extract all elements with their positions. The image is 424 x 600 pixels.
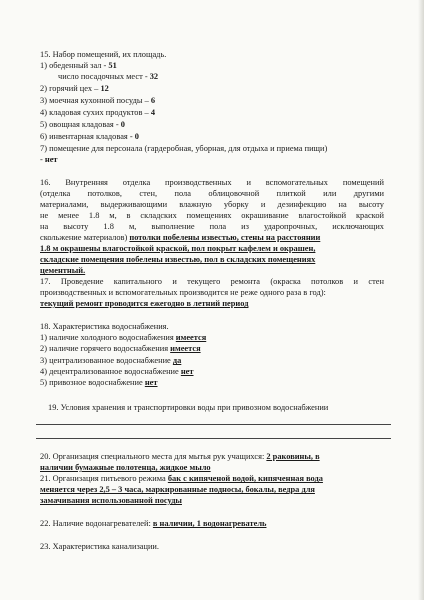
list-item: 2) наличие горячего водоснабжения имеется: [40, 344, 201, 353]
section-17-answer: текущий ремонт проводится ежегодно в летний период: [40, 299, 249, 308]
list-item: 1) наличие холодного водоснабжения имеется: [40, 333, 207, 342]
section-21-answer: меняется через 2,5 – 3 часа, маркированные подносы, бокалы, ведра для: [40, 485, 315, 494]
list-item: 7) помещение для персонала (гардеробная, уборная, для отдыха и приема пищи): [40, 144, 328, 153]
list-item: 6) инвентарная кладовая - 0: [40, 132, 139, 141]
section-22-line: 22. Наличие водонагревателей: в наличии, 1 водонагреватель: [40, 519, 267, 528]
section-23-heading: 23. Характеристика канализации.: [40, 542, 160, 551]
section-20-answer: наличии бумажные полотенца, жидкое мыло: [40, 463, 211, 472]
section-16-answer: 1.8 м окрашены влагостойкой краской, пол покрыт кафелем и окрашен,: [40, 244, 316, 253]
list-item: 4) кладовая сухих продуктов – 4: [40, 108, 156, 117]
list-item: 5) овощная кладовая - 0: [40, 120, 125, 129]
list-item: 5) привозное водоснабжение нет: [40, 378, 158, 387]
section-16-line: 16. Внутренняя отделка производственных и вспомогательных помещений: [40, 178, 384, 187]
section-19-heading: 19. Условия хранения и транспортировки воды при привозном водоснабжении: [48, 403, 329, 412]
list-item: 3) моечная кухонной посуды – 6: [40, 96, 156, 105]
section-16-line: скольжение материалов) потолки побелены известью, стены на расстоянии: [40, 233, 321, 242]
list-item: число посадочных мест - 32: [58, 72, 159, 81]
blank-line: [36, 424, 391, 425]
list-item: 4) децентрализованное водоснабжение нет: [40, 367, 194, 376]
section-17-line: 17. Проведение капитального и текущего ремонта (окраска потолков и стен: [40, 277, 384, 286]
blank-line: [36, 438, 391, 439]
section-16-line: (отделка потолков, стен, пола облицовочной плиткой или другими: [40, 189, 384, 198]
section-16-line: материалами, выдерживающими влажную уборку и дезинфекцию на высоту: [40, 200, 384, 209]
section-16-answer: складские помещения побелены известью, пол в складских помещениях: [40, 255, 316, 264]
page-edge-shadow: [418, 0, 424, 600]
list-item: 2) горячий цех – 12: [40, 84, 109, 93]
section-17-line: производственных и вспомогательных производится не реже одного раза в год):: [40, 288, 326, 297]
section-18-heading: 18. Характеристика водоснабжения.: [40, 322, 169, 331]
list-item: 3) централизованное водоснабжение да: [40, 356, 182, 365]
list-item: - нет: [40, 155, 58, 164]
list-item: 1) обеденный зал - 51: [40, 61, 117, 70]
section-16-line: не менее 1.8 м, в складских помещениях окрашивание влагостойкой краской: [40, 211, 384, 220]
section-20-line: 20. Организация специального места для мытья рук учащихся: 2 раковины, в: [40, 452, 320, 461]
section-15-heading: 15. Набор помещений, их площадь.: [40, 50, 167, 59]
section-21-answer: замачивания использованной посуды: [40, 496, 182, 505]
section-16-line: на высоту 1.8 м, выполнение пола из ударопрочных, исключающих: [40, 222, 384, 231]
section-21-line: 21. Организация питьевого режима бак с кипяченой водой, кипяченная вода: [40, 474, 323, 483]
section-16-answer: цементный.: [40, 266, 86, 275]
